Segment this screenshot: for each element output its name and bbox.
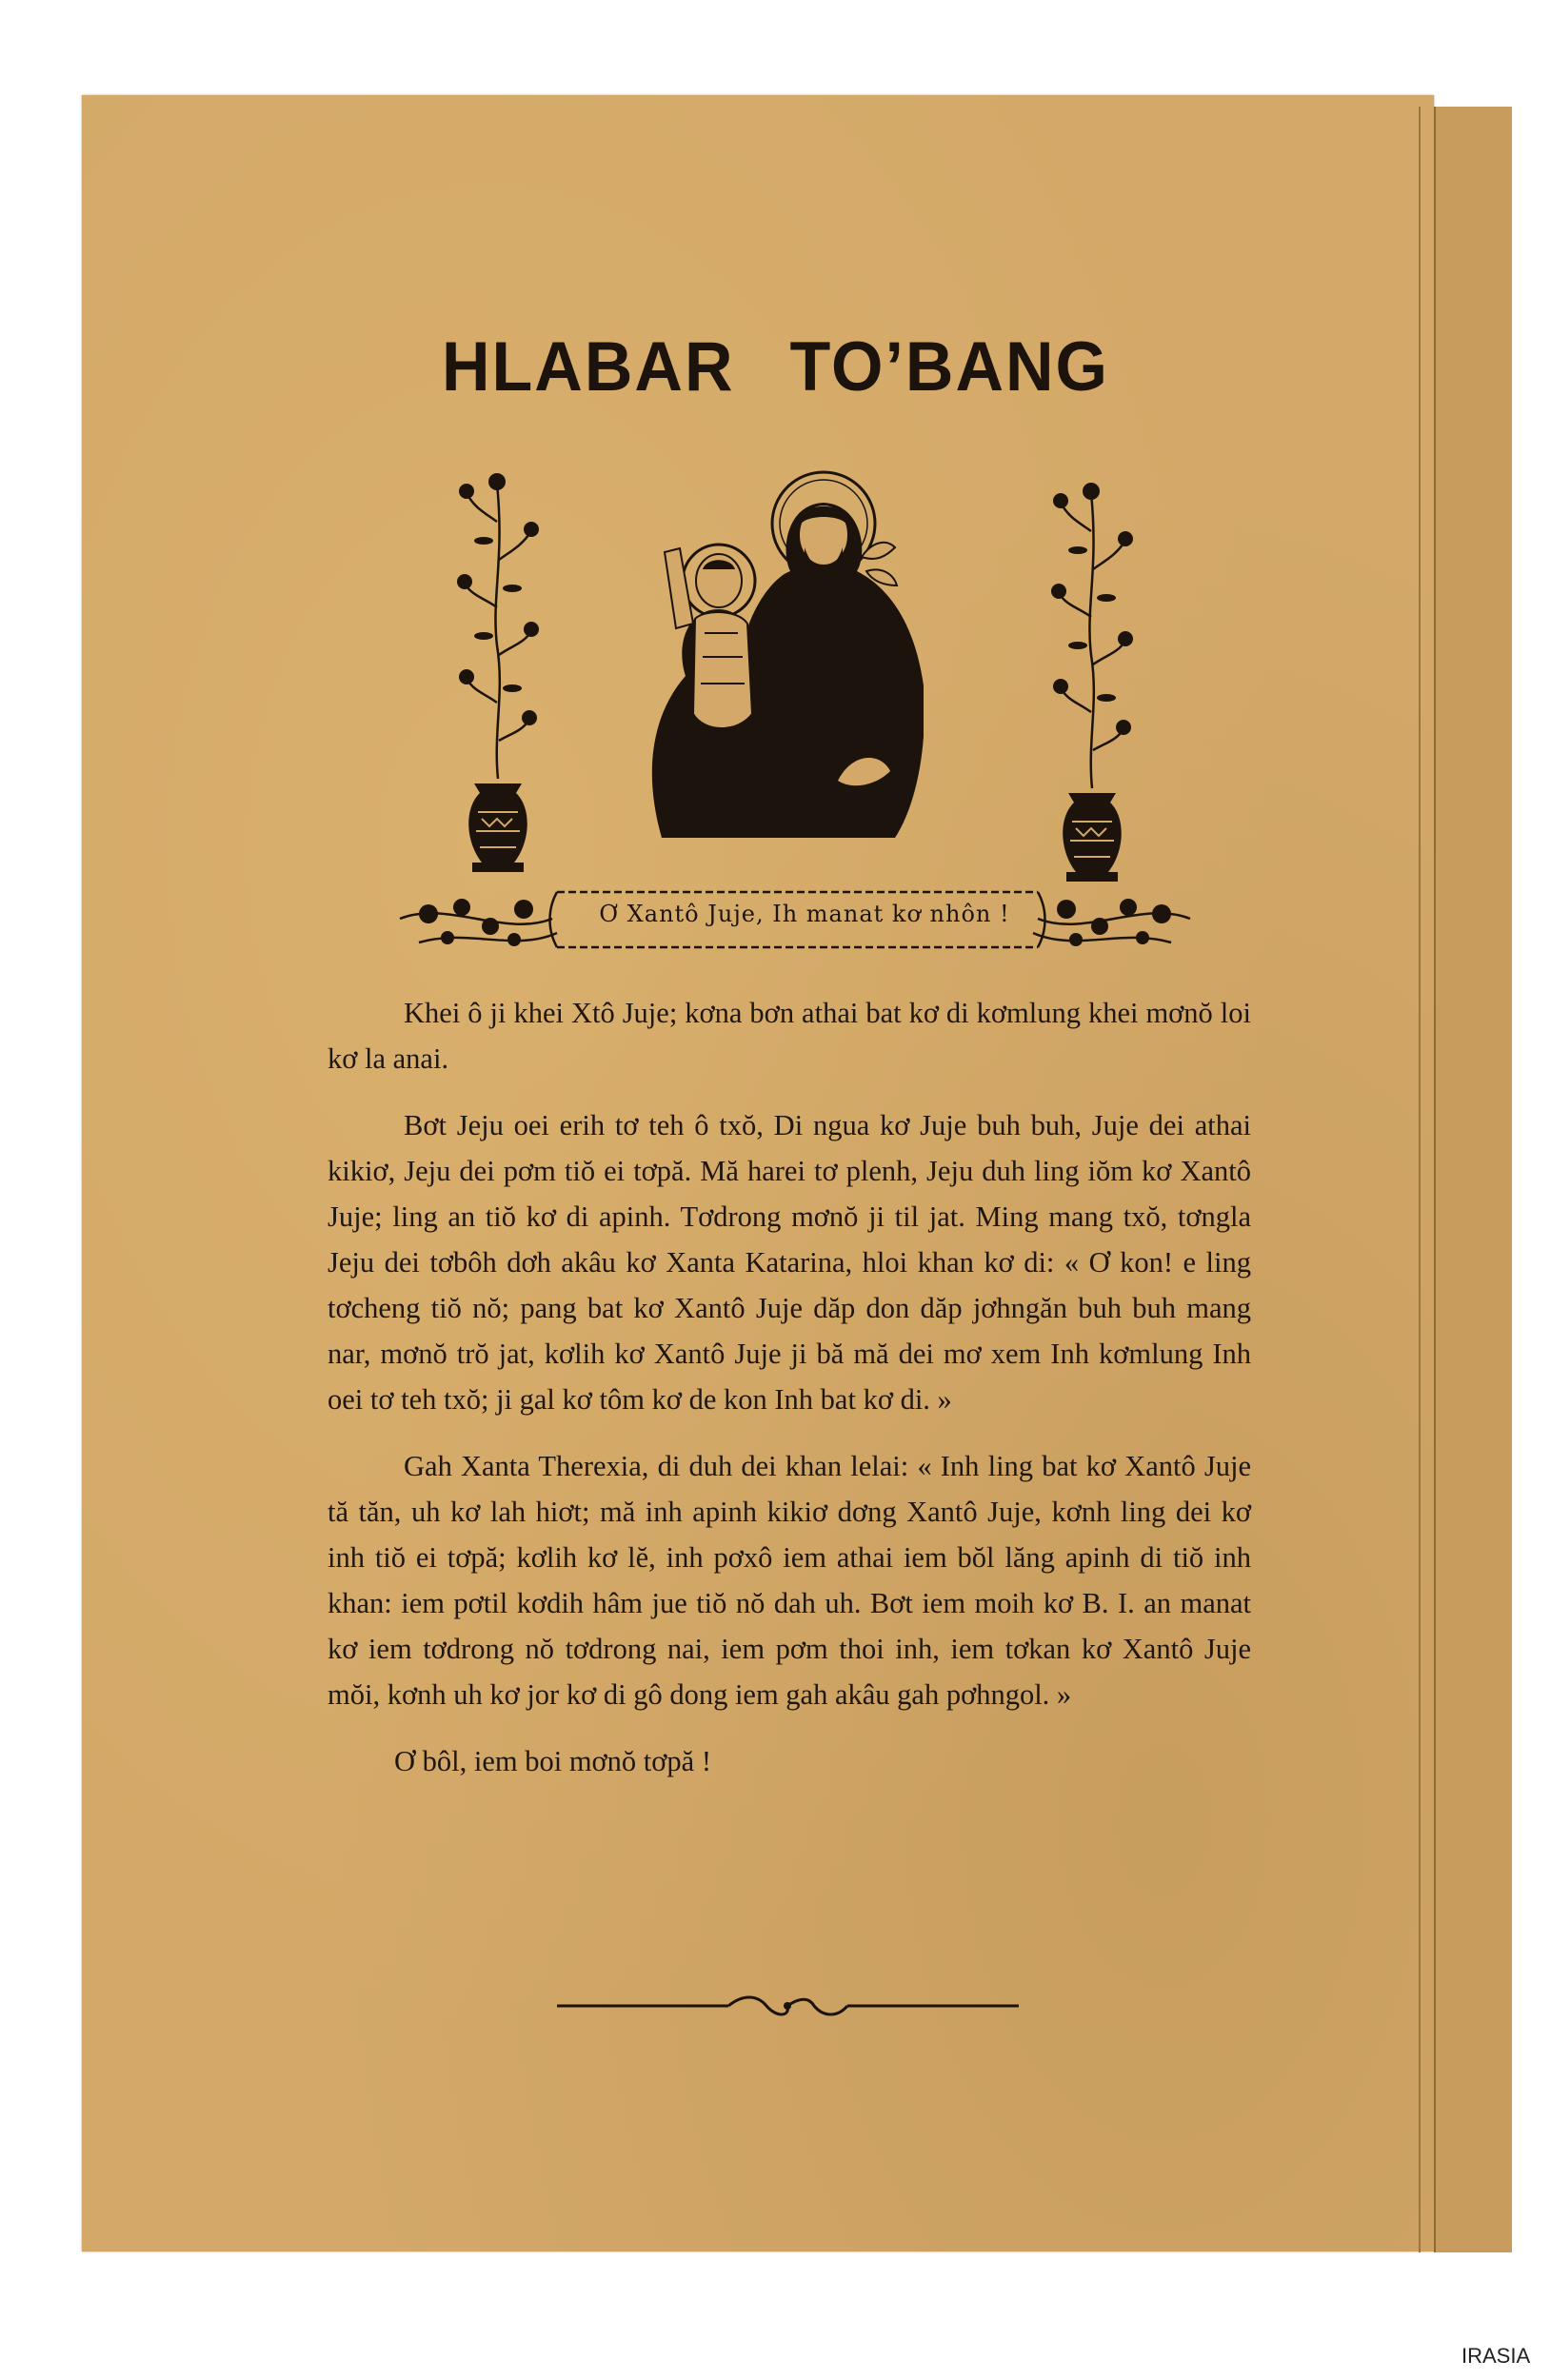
paragraph-4: Ơ bôl, iem boi mơnŏ tơpă ! bbox=[394, 1745, 711, 1777]
fold-line bbox=[1419, 107, 1421, 2252]
right-flower-vase-illustration bbox=[1049, 474, 1135, 885]
left-flower-vase-illustration bbox=[455, 465, 541, 876]
source-credit: IRASIA bbox=[1462, 2344, 1531, 2368]
body-text bbox=[328, 990, 1251, 1805]
title-right: TO’BANG bbox=[789, 327, 1110, 406]
paragraph-2: Bơt Jeju oei erih tơ teh ô txŏ, Di ngua kơ Juje buh buh, Juje dei athai kikiơ, Jeju dei pơm tiŏ ei tơpă. Mă harei tơ plenh, Jeju duh ling iŏm kơ Xantô Juje; ling an tiŏ kơ di apinh. Tơdrong mơnŏ ji til jat. Ming mang txŏ, tơngla Jeju dei tơbôh dơh akâu kơ Xanta Katarina, hloi khan kơ di: « Ơ kon! e ling tơcheng tiŏ nŏ; pang bat kơ Xantô Juje dăp don dăp jơhngăn buh buh mang nar, mơnŏ trŏ jat, kơlih kơ Xantô Juje ji bă mă dei mơ xem Inh kơmlung Inh oei tơ teh txŏ; ji gal kơ tôm kơ de kon Inh bat kơ di. » bbox=[328, 1109, 1251, 1416]
page-title bbox=[0, 327, 1551, 407]
banner-caption: Ơ Xantô Juje, Ih manat kơ nhôn ! bbox=[599, 901, 1010, 927]
paragraph-1: Khei ô ji khei Xtô Juje; kơna bơn athai bat kơ di kơmlung khei mơnŏ loi kơ la anai. bbox=[328, 997, 1251, 1075]
closing-divider-ornament bbox=[557, 1990, 1019, 2022]
saint-joseph-with-child-illustration bbox=[647, 466, 924, 838]
folded-flap bbox=[1434, 107, 1512, 2252]
paragraph-3: Gah Xanta Therexia, di duh dei khan lelai: « Inh ling bat kơ Xantô Juje tă tăn, uh kơ lah hiơt; mă inh apinh kikiơ dơng Xantô Juje, kơnh ling dei kơ inh tiŏ ei tơpă; kơlih kơ lĕ, inh pơxô iem athai iem bŏl lăng apinh di tiŏ inh khan: iem pơtil kơdih hâm jue tiŏ nŏ dah uh. Bơt iem moih kơ B. I. an manat kơ iem tơdrong nŏ tơdrong nai, iem pơm thoi inh, iem tơkan kơ Xantô Juje mŏi, kơnh uh kơ jor kơ di gô dong iem gah akâu gah pơhngol. » bbox=[328, 1450, 1251, 1711]
title-left: HLABAR bbox=[441, 327, 735, 406]
